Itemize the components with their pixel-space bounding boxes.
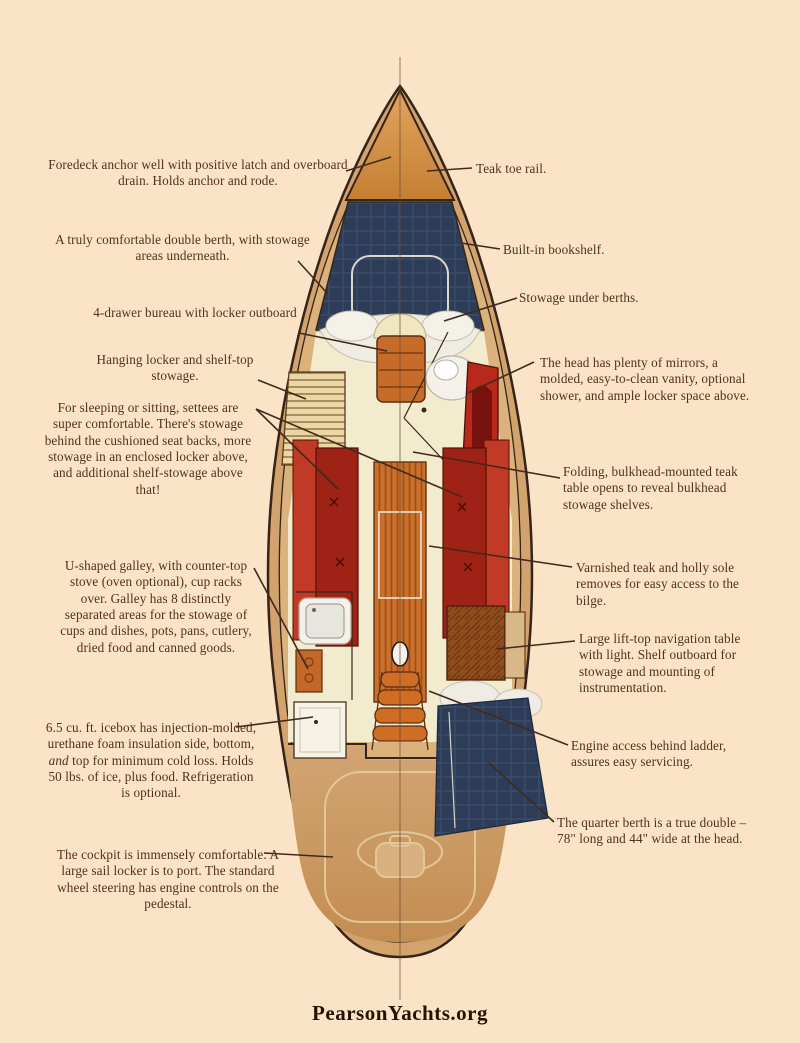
label-double-berth: A truly comfortable double berth, with stowage areas underneath. xyxy=(55,232,310,264)
pillow xyxy=(326,311,378,341)
label-cockpit: The cockpit is immensely comfortable. A large sail locker is to port. The standard wheel steering has engine controls on the pedestal. xyxy=(56,847,280,912)
label-teak-sole: Varnished teak and holly sole removes for easy access to the bilge. xyxy=(576,560,740,608)
label-stowage-berths: Stowage under berths. xyxy=(519,290,639,305)
nav-shelf xyxy=(505,612,525,678)
pillow xyxy=(422,311,474,341)
label-foredeck-anchor-well: Foredeck anchor well with positive latch and overboard drain. Holds anchor and rode. xyxy=(48,157,348,189)
quarter-berth xyxy=(435,698,548,836)
icebox xyxy=(294,702,346,758)
label-toe-rail: Teak toe rail. xyxy=(476,161,547,176)
label-folding-table: Folding, bulkhead-mounted teak table opens to reveal bulkhead stowage shelves. xyxy=(563,464,738,512)
label-nav-table: Large lift-top navigation table with light. Shelf outboard for stowage and mounting of instrumentation. xyxy=(579,631,741,696)
nav-table xyxy=(447,606,505,680)
galley-stove xyxy=(296,650,322,692)
label-hanging-locker: Hanging locker and shelf-top stowage. xyxy=(96,352,254,384)
label-head: The head has plenty of mirrors, a molded, easy-to-clean vanity, optional shower, and ample locker space above. xyxy=(540,355,750,403)
label-icebox: 6.5 cu. ft. icebox has injection-molded, urethane foam insulation side, bottom, and top for minimum cold loss. Holds 50 lbs. of ice, plus food. Refrigeration is optional. xyxy=(45,720,257,801)
label-bureau: 4-drawer bureau with locker outboard xyxy=(93,305,297,320)
label-galley: U-shaped galley, with counter-top stove (oven optional), cup racks over. Galley has 8 distinctly separated areas for the stowage of cups and dishes, pots, pans, cutlery, dried food and canned goods. xyxy=(60,558,252,655)
label-bookshelf: Built-in bookshelf. xyxy=(503,242,605,257)
label-settees: For sleeping or sitting, settees are super comfortable. There's stowage behind the cushioned seat backs, more stowage in an enclosed locker above, and additional shelf-stowage above that! xyxy=(44,400,252,497)
label-quarter-berth: The quarter berth is a true double – 78" long and 44" wide at the head. xyxy=(557,815,747,847)
site-watermark: PearsonYachts.org xyxy=(312,1001,488,1025)
label-engine-access: Engine access behind ladder, assures easy servicing. xyxy=(571,738,727,770)
